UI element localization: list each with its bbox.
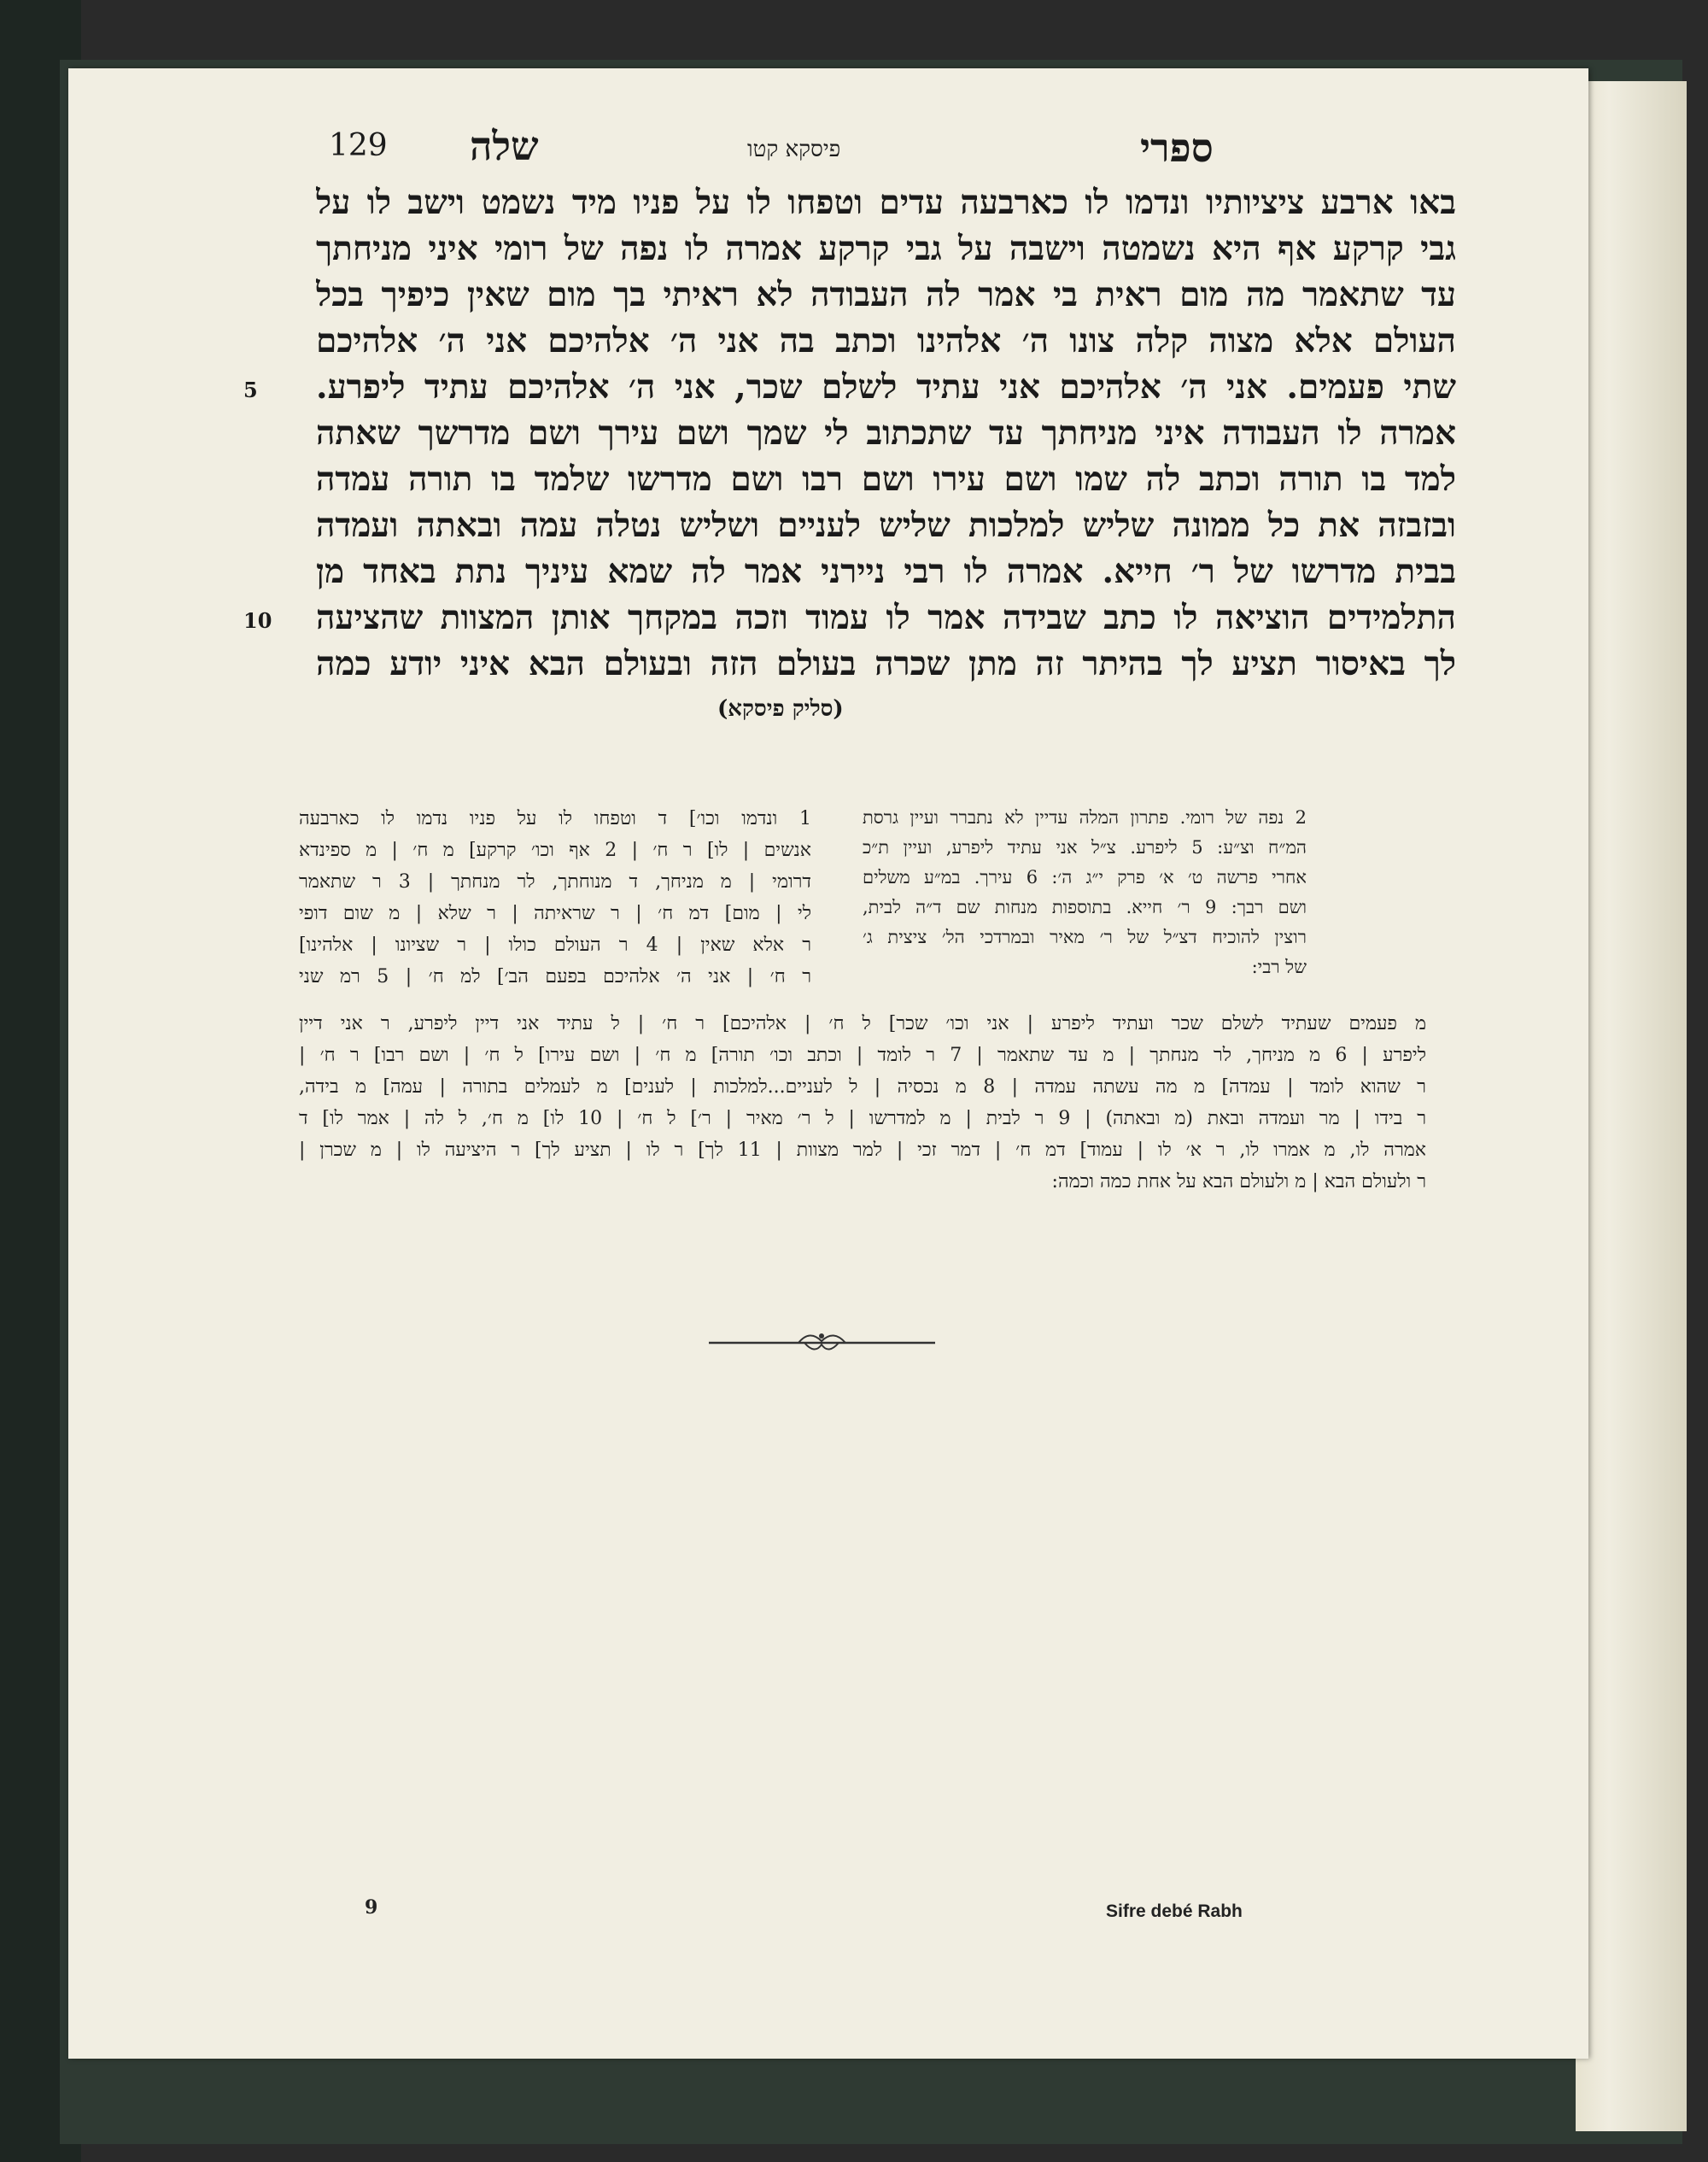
text-line: למד בו תורה וכתב לה שמו ושם עירו ושם רבו ושם מדרשו שלמד בו תורה עמדה	[316, 460, 1456, 499]
main-text	[316, 179, 1456, 687]
piska-label: פיסקא קטו	[747, 137, 841, 162]
text-line: באו ארבע ציציותיו ונדמו לו כארבעה עדים וטפחו לו על פניו מיד נשמט וישב לו על	[316, 183, 1456, 222]
note-line: דרומי | מ מניחך, ד מנוחתך, לר מנחתך | 3 ר שתאמר	[299, 871, 811, 893]
note-line: ר ולעולם הבא | מ ולעולם הבא על אחת כמה וכמה:	[1051, 1171, 1426, 1192]
note-line: מ פעמים שעתיד לשלם שכר ועתיד ליפרע | אני וכו׳ שכר] ל ח׳ | אלהיכם] ר ח׳ | ל עתיד אני דיין ליפרע, ר אני דיין	[299, 1013, 1426, 1034]
line-number-5: 5	[243, 378, 258, 402]
text-line: בבית מדרשו של ר׳ חייא. אמרה לו רבי ניירני אמר לה שמא עיניך נתת באחד מן	[316, 552, 1456, 591]
note-line: ר בידו | מר ועמדה ובאת (מ ובאתה) | 9 ר לבית | מ למדרשו | ל ר׳ מאיר | ר׳] ל ח׳ | 10 לו] מ ח׳, ל לה | אמר לו] ד	[299, 1108, 1426, 1129]
text-line: שתי פעמים. אני ה׳ אלהיכם אני עתיד לשלם שכר, אני ה׳ אלהיכם עתיד ליפרע.	[316, 367, 1456, 407]
parasha-title: שלה	[470, 123, 539, 169]
book-title: ספרי	[1140, 125, 1214, 171]
note-line: ר אלא שאין | 4 ר העולם כולו | ר שציונו | אלהינו]	[299, 935, 811, 956]
signature-number: 9	[365, 1896, 378, 1919]
text-line: העולם אלא מצוה קלה צונו ה׳ אלהינו וכתב בה אני ה׳ אלהיכם אני ה׳ אלהיכם	[316, 321, 1456, 360]
signature-title: Sifre debé Rabh	[1106, 1901, 1243, 1921]
book-page	[68, 68, 1588, 2059]
note-line: אמרה לו, מ אמרו לו, ר א׳ לו | עמוד] דמ ח׳ | דמר זכי | למר מצוות | 11 לך] ר לו | תציע לך] ר היציעה לו | מ שכרן |	[299, 1140, 1426, 1161]
variant-notes-full-width	[299, 1008, 1426, 1198]
text-line: לך באיסור תציע לך בהיתר זה מתן שכרה בעולם הזה ובעולם הבא איני יודע כמה	[316, 644, 1456, 683]
variant-notes-right-column	[299, 803, 811, 993]
text-line: ובזבזה את כל ממונה שליש למלכות שליש לעניים ושליש נטלה עמה ובאתה ועמדה	[316, 506, 1456, 545]
note-line: ליפרע | 6 מ מניחך, לר מנחתך | מ עד שתאמר | 7 ר לומד | וכתב וכו׳ תורה] מ ח׳ | ושם עירו] ל ח׳ | ושם רבו] ר ח׳ |	[299, 1045, 1426, 1066]
note-line: של רבי:	[1251, 957, 1307, 977]
note-line: אחרי פרשה ט׳ א׳ פרק י״ג ה׳: 6 עירך. במ״ע משלים	[863, 867, 1307, 888]
note-line: ר שהוא לומד | עמדה] מ מה עשתה עמדה | 8 מ נכסיה | ל לעניים...למלכות | לענים] מ לעמלים בתורה | עמה] מ בידה,	[299, 1076, 1426, 1098]
note-line: ושם רבך: 9 ר׳ חייא. בתוספות מנחות שם ד״ה לבית,	[863, 897, 1307, 917]
line-number-10: 10	[243, 608, 272, 633]
facing-page-edge	[1576, 81, 1687, 2131]
text-line: אמרה לו העבודה איני מניחתך עד שתכתוב לי שמך ושם עירך ושם מדרשך שאתה	[316, 413, 1456, 453]
note-line: אנשים | לו] ר ח׳ | 2 אף וכו׳ קרקע] מ ח׳ | מ ספינדא	[299, 840, 811, 861]
note-line: רוצין להוכיח דצ״ל של ר׳ מאיר ובמרדכי הל׳ ציצית ג׳	[863, 927, 1307, 947]
commentary-notes-left-column	[863, 803, 1307, 982]
note-line: 1 ונדמו וכו׳] ד וטפחו לו על פניו נדמו לו כארבעה	[299, 808, 811, 829]
decorative-ornament	[709, 1324, 935, 1358]
page-number: 129	[329, 128, 388, 163]
note-line: המ״ח וצ״ע: 5 ליפרע. צ״ל אני עתיד ליפרע, ועיין ת״כ	[863, 837, 1307, 858]
note-line: ר ח׳ | אני ה׳ אלהיכם בפעם הב׳] למ ח׳ | 5 רמ שני	[299, 966, 811, 987]
closing-note: (סליק פיסקא)	[717, 696, 844, 722]
text-line: גבי קרקע אף היא נשמטה וישבה על גבי קרקע אמרה לו נפה של רומי איני מניחתך	[316, 229, 1456, 268]
note-line: לי | מום] דמ ח׳ | ר שראיתה | ר שלא | מ שום דופי	[299, 903, 811, 924]
text-line: עד שתאמר מה מום ראית בי אמר לה העבודה לא ראיתי בך מום שאין כיפיך בכל	[316, 275, 1456, 314]
note-line: 2 נפה של רומי. פתרון המלה עדיין לא נתברר ועיין גרסת	[863, 807, 1307, 828]
text-line: התלמידים הוציאה לו כתב שבידה אמר לו עמוד וזכה במקחך אותן המצוות שהציעה	[316, 598, 1456, 637]
